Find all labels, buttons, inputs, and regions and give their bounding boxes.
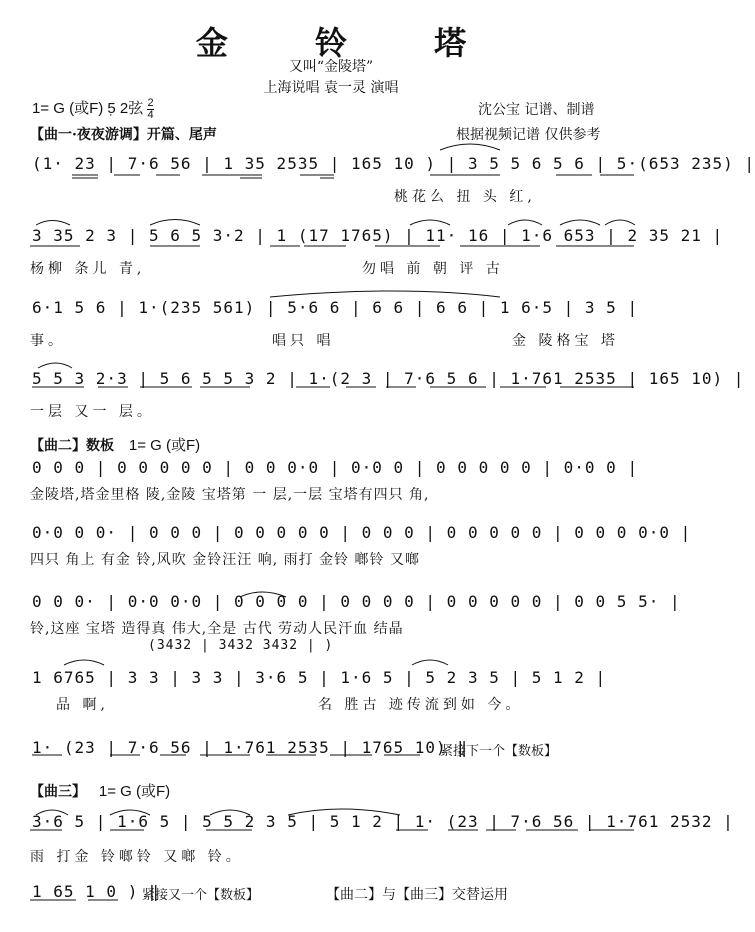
lyrics-line-1: 桃花么 扭 头 红, <box>394 189 536 205</box>
lyrics-line-8b: 名 胜古 迹传流到如 今。 <box>318 697 524 713</box>
notation-line-7: 0 0 0· | 0·0 0·0 | 0 0 0 0 | 0 0 0 0 | 0 0 0 0 0 | 0 0 5 5· | <box>32 592 681 611</box>
lyrics-line-3a: 事。 <box>30 333 66 349</box>
notation-line-4: 5 5 3 2·3 | 5 6 5 5 3 2 | 1·(2 3 | 7·6 5 6 | 1·761 2535 | 165 10) | <box>32 369 745 388</box>
song-title: 金 铃 塔 <box>195 24 505 62</box>
section-3-title: 【曲三】 <box>30 784 86 800</box>
notation-line-8: 1 6765 | 3 3 | 3 3 | 3·6 5 | 1·6 5 | 5 2 3 5 | 5 1 2 | <box>32 668 607 687</box>
key-text: 1= G (或F) 5̣ 2弦 <box>32 100 144 117</box>
key-signature <box>32 97 154 121</box>
lyrics-line-8a: 品 啊, <box>56 697 109 713</box>
section-2-heading <box>30 434 200 455</box>
lyrics-line-3c: 金 陵格宝 塔 <box>512 333 619 349</box>
transcriber-credit: 沈公宝 记谱、制谱 <box>478 102 595 118</box>
lyrics-line-2a: 杨柳 条儿 青, <box>30 261 146 277</box>
notation-line-5: 0 0 0 | 0 0 0 0 0 | 0 0 0·0 | 0·0 0 | 0 0 0 0 0 | 0·0 0 | <box>32 458 639 477</box>
lyrics-line-7: 铃,这座 宝塔 造得真 伟大,全是 古代 劳动人民汗血 结晶 <box>30 621 404 637</box>
transition-note-1: 紧接下一个【数板】 <box>440 744 558 759</box>
time-denominator: 4 <box>147 108 154 121</box>
lyrics-line-4: 一层 又一 层。 <box>30 404 155 420</box>
section-2-title: 【曲二】数板 <box>30 438 114 454</box>
notation-line-9: 1· (23 | 7·6 56 | 1·761 2535 | 1765 10) ‖ <box>32 738 468 757</box>
footer-note: 【曲二】与【曲三】交替运用 <box>326 887 508 903</box>
notation-line-1: (1· 23 | 7·6 56 | 1 35 2535 | 165 10 ) | 3 5 5 6 5 6 | 5·(653 235) | <box>32 154 755 173</box>
lyrics-line-3b: 唱只 唱 <box>272 333 335 349</box>
section-3-key: 1= G (或F) <box>98 783 171 800</box>
notation-line-6: 0·0 0 0· | 0 0 0 | 0 0 0 0 0 | 0 0 0 | 0 0 0 0 0 | 0 0 0 0·0 | <box>32 523 692 542</box>
notation-line-3: 6·1 5 6 | 1·(235 561) | 5·6 6 | 6 6 | 6 6 | 1 6·5 | 3 5 | <box>32 298 639 317</box>
lyrics-line-5: 金陵塔,塔金里格 陵,金陵 宝塔第 一 层,一层 宝塔有四只 角, <box>30 487 430 503</box>
performer-credit: 上海说唱 袁一灵 演唱 <box>263 80 399 96</box>
time-signature <box>147 98 153 121</box>
section-1-heading: 【曲一·夜夜游调】开篇、尾声 <box>30 127 217 143</box>
section-3-heading <box>30 780 170 801</box>
notation-line-2: 3 35 2 3 | 5 6 5 3·2 | 1 (17 1765) | 11· 16 | 1·6 653 | 2 35 21 | <box>32 226 724 245</box>
notation-line-10: 3·6 5 | 1·6 5 | 5 5 2 3 5 | 5 1 2 | 1· (23 | 7·6 56 | 1·761 2532 | <box>32 812 734 831</box>
lyrics-line-2b: 勿唱 前 朝 评 古 <box>362 261 504 277</box>
section-2-key: 1= G (或F) <box>128 437 201 454</box>
lyrics-line-10: 雨 打金 铃啷铃 又啷 铃。 <box>30 849 244 865</box>
alt-title: 又叫“金陵塔” <box>288 59 374 75</box>
time-numerator: 2 <box>147 96 154 109</box>
transition-note-2: 紧接又一个【数板】 <box>142 888 260 903</box>
lyrics-line-6: 四只 角上 有金 铃,风吹 金铃汪汪 响, 雨打 金铃 啷铃 又啷 <box>30 552 420 568</box>
source-note: 根据视频记谱 仅供参考 <box>456 127 601 143</box>
notation-line-8-ornament: (3432 | 3432 3432 | ) <box>148 638 334 653</box>
notation-line-11: 1 65 1 0 ) ‖ <box>32 882 160 901</box>
